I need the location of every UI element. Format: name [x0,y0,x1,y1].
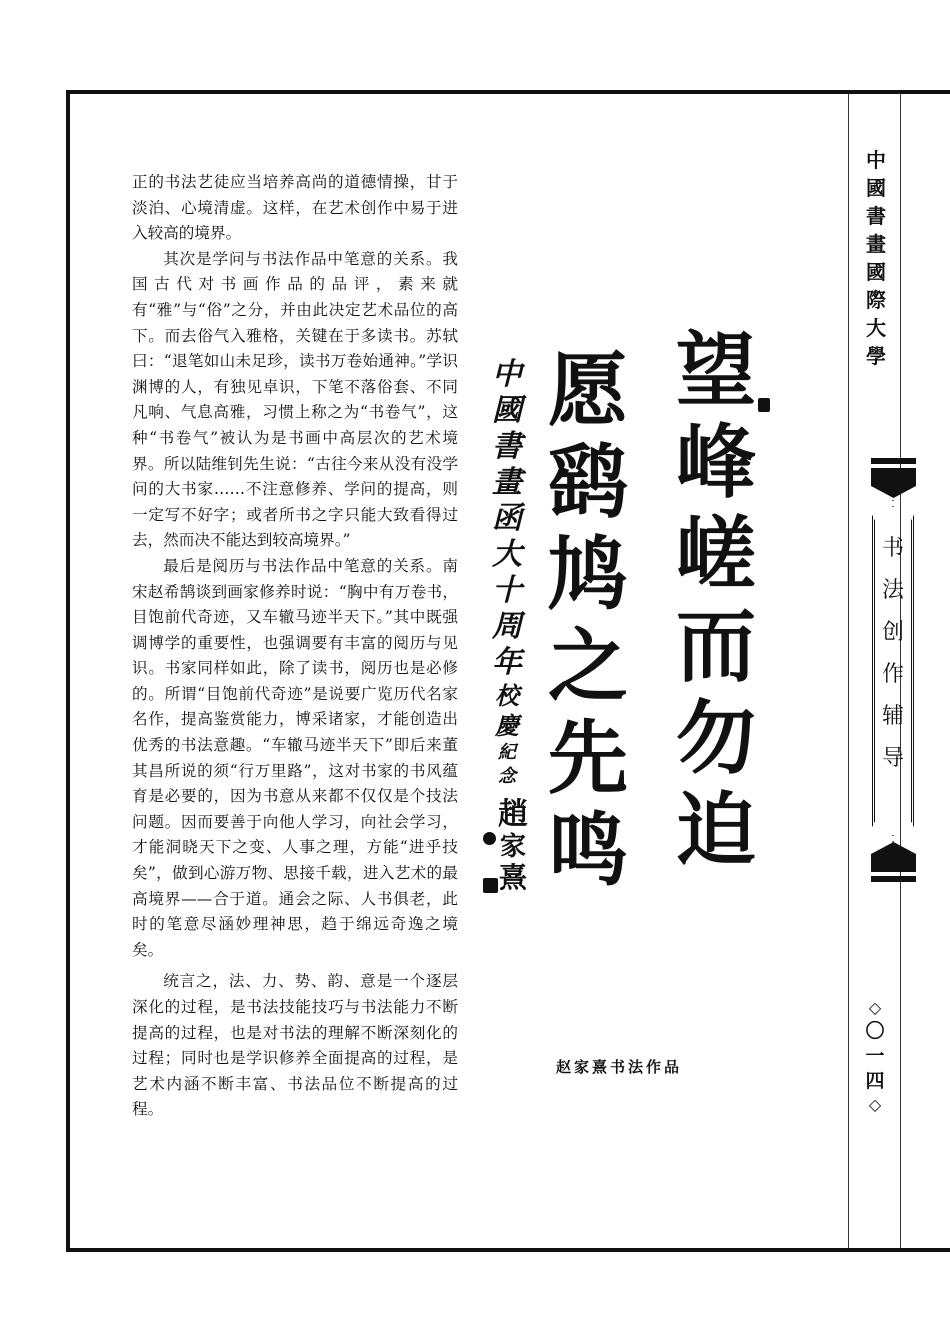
sidebar-title-char: 國 [866,176,886,200]
seal-stamp-round [483,832,496,845]
frame-bottom-border [66,1248,950,1252]
calligraphy-char: 鹞 [548,435,628,529]
inscription-char: 十 [492,573,522,608]
calligraphy-inscription [492,357,522,792]
diamond-icon: ◇ [868,1095,882,1114]
calligraphy-char: 迫 [676,783,756,877]
signature-char: 家 [499,832,526,862]
inscription-char: 校 [495,681,519,710]
calligraphy-char: 先 [548,711,628,805]
page-number-digit: 一 [865,1045,885,1067]
paragraph-2: 其次是学问与书法作品中笔意的关系。我国古代对书画作品的品评，素来就有“雅”与“俗”之分，并由此决定艺术品位的高下。而去俗气入雅格，关键在于多读书。苏轼曰：“退笔如山未足珍，读书万卷始通神。”学识渊博的人，有独见卓识，下笔不落俗套、不同凡响、气息高雅，习惯上称之为“书卷气”，这种“书卷气”被认为是书画中高层次的艺术境界。所以陆维钊先生说：“古往今来从没有没学问的大书家……不注意修养、学问的提高，则一定写不好字；或者所书之字只能大致看得过去，然而决不能达到较高境界。” [132,249,458,550]
calligraphy-char: 嵯 [676,507,756,601]
calligraphy-char: 之 [548,619,628,713]
chapter-char: 书 [881,536,904,561]
chapter-char: 作 [881,662,904,687]
diamond-icon: ◇ [868,998,882,1017]
calligraphy-char: 愿 [548,343,628,437]
seal-stamp-square [483,878,498,893]
page-number [860,1000,890,1119]
sidebar-title-char: 國 [866,260,886,284]
calligraphy-char: 鸠 [548,527,628,621]
inscription-char: 中 [492,357,522,392]
inscription-char: 大 [492,537,522,572]
paragraph-1: 正的书法艺徒应当培养高尚的道德情操，甘于淡泊、心境清虚。这样，在艺术创作中易于进入较高的境界。 [132,173,458,243]
page-number-digit: 四 [865,1070,885,1092]
sidebar-title [862,150,890,374]
sidebar-title-char: 畫 [866,232,886,256]
page-number-digit: 〇 [865,1020,885,1042]
sidebar-title-char: 大 [866,316,886,340]
calligraphy-char: 望 [676,323,756,417]
sidebar-rule-left [848,94,849,1248]
calligraphy-char: 勿 [676,691,756,785]
inscription-char: 年 [492,645,522,680]
signature-char: 趙 [498,797,528,832]
inscription-char: 周 [492,609,522,644]
inscription-char: 函 [492,501,522,536]
sidebar-title-char: 書 [866,204,886,228]
frame-left-border [66,90,70,1252]
paragraph-4: 统言之，法、力、势、韵、意是一个逐层深化的过程，是书法技能技巧与书法能力不断提高的过程，也是对书法的理解不断深刻化的过程；同时也是学识修养全面提高的过程，是艺术内涵不断丰富、书法品位不断提高的过程。 [132,972,458,1119]
inscription-char: 慶 [495,711,519,740]
calligraphy-column-2 [548,343,628,902]
seal-stamp-top [758,398,770,412]
calligraphy-char: 鸣 [548,803,628,897]
inscription-char: 書 [492,429,522,464]
calligraphy-char: 而 [676,599,756,693]
inscription-char: 畫 [492,465,522,500]
sidebar-band-bottom [871,876,916,882]
artwork-caption: 赵家熹书法作品 [556,1058,683,1076]
sidebar-band-top [871,458,916,464]
frame-top-border [66,90,950,94]
inscription-char: 念 [498,766,516,787]
inscription-char: 紀 [498,742,516,763]
sidebar-title-char: 際 [866,288,886,312]
chapter-char: 创 [881,620,904,645]
sidebar-chapter-title [878,538,908,790]
body-text [132,170,458,1123]
inscription-char: 國 [492,393,522,428]
calligraphy-char: 峰 [676,415,756,509]
sidebar-chevron-bottom [871,842,916,872]
paragraph-3: 最后是阅历与书法作品中笔意的关系。南宋赵希鹄谈到画家修养时说：“胸中有万卷书，目饱前代奇迹，又车辙马迹半天下。”其中既强调博学的重要性，也强调要有丰富的阅历与见识。书家同样如此，除了读书，阅历也是必修的。所谓“目饱前代奇迹”是说要广览历代名家名作，提高鉴赏能力，博采诸家，才能创造出优秀的书法意趣。“车辙马迹半天下”即后来董其昌所说的须“行万里路”，这对书家的书风蕴育是必要的，因为书意从来都不仅仅是个技法问题。因而要善于向他人学习，向社会学习，才能洞晓天下之变、人事之理，方能“进乎技矣”，做到心游万物、思接千载，进入艺术的最高境界——合于道。通会之际、人书俱老，此时的笔意尽涵妙理神思，趋于绵远奇逸之境矣。 [132,556,458,959]
sidebar-title-char: 中 [866,148,886,172]
calligraphy-column-1 [676,323,756,882]
calligraphy-signature [498,797,528,896]
chapter-char: 辅 [881,704,904,729]
sidebar-chevron-top [871,468,916,498]
sidebar-title-char: 學 [866,344,886,368]
chapter-char: 法 [881,578,904,603]
chapter-char: 导 [881,746,904,771]
signature-char: 熹 [498,861,527,894]
